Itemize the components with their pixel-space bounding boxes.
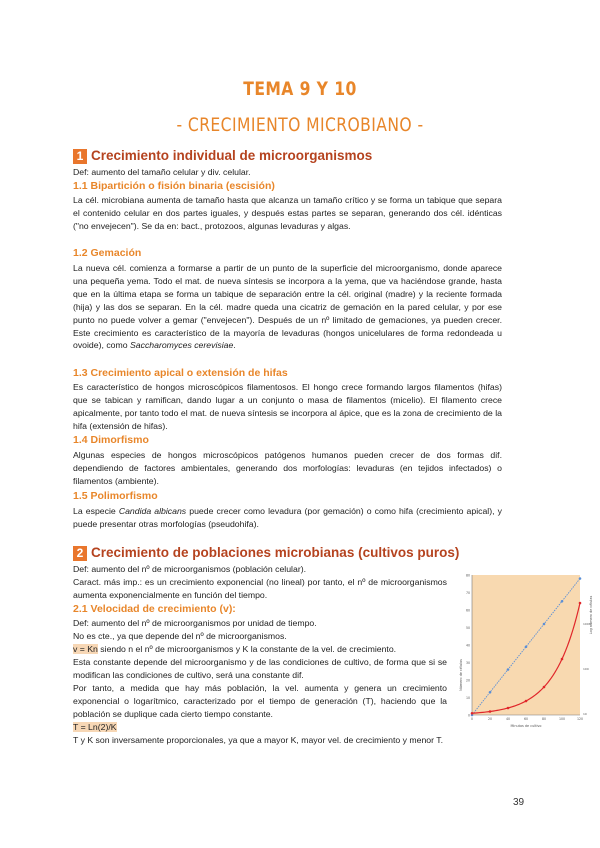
data-point	[561, 658, 564, 661]
x-tick-label: 40	[505, 717, 511, 721]
data-point	[525, 700, 528, 703]
species-name: Candida albicans	[118, 506, 187, 516]
velocity-note: No es cte., ya que depende del nº de microorganismos.	[73, 631, 287, 641]
section-number: 2	[73, 546, 87, 561]
subsection-1-2-title: 1.2 Gemación	[73, 247, 142, 259]
y-right-axis-label: Log número de células	[589, 595, 593, 635]
section-2-characteristic: Caract. más imp.: es un crecimiento exponencial (no lineal) por tanto, el nº de microorganismos aumenta exponencialmente en función del tiempo.	[73, 577, 447, 600]
y-right-tick-label: 100	[583, 667, 589, 671]
paragraph-text: La especie	[73, 506, 119, 516]
y-tick-label: 60	[465, 608, 470, 613]
data-point	[489, 710, 492, 713]
subsection-1-2-text	[73, 262, 502, 352]
subsection-1-3-title: 1.3 Crecimiento apical o extensión de hifas	[73, 367, 288, 379]
data-point	[579, 577, 582, 580]
data-point	[507, 668, 510, 671]
subsection-1-3-text: Es característico de hongos microscópicos filamentosos. El hongo crece formando largos filamentos (hifas) que se tabican y ramifican, dando lugar a un conjunto o masa de filamentos (micelio). El filamento crece apicalmente, por tanto todo el mat. de nueva síntesis se incorpora al ápice, que es la zona de crecimiento de la hifa (extensión de hifas).	[73, 382, 502, 431]
inverse-relation-paragraph: T y K son inversamente proporcionales, ya que a mayor K, mayor vel. de crecimiento y menor T.	[73, 735, 444, 745]
data-point	[543, 623, 546, 626]
velocity-definition: Def: aumento del nº de microorganismos por unidad de tiempo.	[73, 618, 317, 628]
section-1-definition: Def: aumento del tamaño celular y div. celular.	[73, 167, 251, 177]
x-tick-label: 20	[487, 717, 493, 721]
x-tick-label: 80	[541, 717, 547, 721]
chart-plot-area	[472, 575, 580, 715]
subsection-1-4-text: Algunas especies de hongos microscópicos patógenos humanos pueden crecer de dos formas dif. dependiendo de factores ambientales, generando dos morfologías: levaduras (en tejidos infectados) o filamentos (ambiente).	[73, 450, 502, 486]
section-2-heading	[73, 545, 459, 561]
subsection-1-1-text: La cél. microbiana aumenta de tamaño hasta que alcanza un tamaño crítico y se forma un tabique que separa el contenido celular en dos partes iguales, y después estas partes se separan, generando dos cél. idénticas ("no envejecen"). Se da en: bact., protozoos, algunas levaduras y algas.	[73, 195, 502, 231]
constant-paragraph: Esta constante depende del microorganismo y de las condiciones de cultivo, de forma que si se modifican las condiciones de cultivo, será una constante dif.	[73, 657, 447, 680]
page-number: 39	[513, 797, 525, 808]
y-tick-label: 50	[465, 626, 470, 630]
x-tick-label: 0	[470, 717, 474, 721]
section-number: 1	[73, 149, 87, 164]
page-title: TEMA 9 Y 10	[243, 78, 357, 100]
section-title: Crecimiento de poblaciones microbianas (cultivos puros)	[91, 545, 460, 560]
y-tick-label: 0	[467, 713, 470, 718]
exponential-paragraph: Por tanto, a medida que hay más población, la vel. aumenta y genera un crecimiento exponencial o logarítmico, caracterizado por el tiempo de generación (T), haciendo que la población se duplique cada cierto tiempo constante.	[73, 683, 447, 719]
data-point	[525, 645, 528, 648]
section-2-definition: Def: aumento del nº de microorganismos (población celular).	[73, 564, 307, 574]
formula-explanation: siendo n el nº de microorganismos y K la constante de la vel. de crecimiento.	[97, 644, 397, 654]
y-tick-label: 80	[465, 573, 470, 578]
y-tick-label: 40	[465, 643, 470, 648]
growth-chart	[458, 573, 600, 733]
species-name: Saccharomyces cerevisiae	[129, 340, 234, 351]
x-tick-label: 120	[576, 717, 584, 721]
data-point	[507, 707, 510, 710]
y-tick-label: 20	[465, 678, 470, 683]
formula-generation-time: T = Ln(2)/K	[73, 722, 117, 732]
y-right-tick-label: 1000	[583, 622, 591, 626]
x-tick-label: 100	[558, 717, 566, 721]
data-point	[561, 600, 564, 603]
y-right-tick-label: 10	[583, 712, 587, 716]
subsection-1-5-title: 1.5 Polimorfismo	[73, 490, 158, 502]
data-point	[579, 602, 582, 605]
paragraph-text-2: puede crecer como levadura (por gemación) o como hifa (crecimiento apical), y puede presentar otras morfologías (pseudohifa).	[73, 506, 502, 529]
generation-time-line	[73, 721, 117, 734]
data-point	[543, 686, 546, 689]
x-axis-label: Minutos de cultivo	[510, 724, 542, 728]
paragraph-end: .	[233, 340, 236, 351]
y-axis-label: Número de células	[459, 659, 463, 691]
formula-v-kn: v = Kn	[73, 644, 98, 654]
page-subtitle: - CRECIMIENTO MICROBIANO -	[176, 114, 424, 136]
data-point	[471, 712, 474, 715]
subsection-1-4-title: 1.4 Dimorfismo	[73, 434, 149, 446]
velocity-formula-line	[73, 643, 396, 656]
y-tick-label: 10	[465, 696, 470, 700]
y-tick-label: 70	[465, 591, 470, 595]
y-tick-label: 30	[465, 661, 470, 665]
subsection-2-1-title: 2.1 Velocidad de crecimiento (v):	[73, 603, 236, 615]
subsection-1-5-text	[73, 505, 502, 531]
section-1-heading	[73, 148, 372, 164]
section-title: Crecimiento individual de microorganismos	[91, 148, 373, 163]
subsection-1-1-title: 1.1 Bipartición o fisión binaria (escisión)	[73, 180, 275, 192]
data-point	[489, 691, 492, 694]
x-tick-label: 60	[523, 717, 529, 721]
paragraph-text: La nueva cél. comienza a formarse a partir de un punto de la superficie del microorganismo, donde aparece una pequeña yema. Todo el mat. de nueva síntesis se incorpora a la yema, que va haciéndose grande, hasta que en la última etapa se forma un tabique de separación entre la cél. original (madre) y la reciente formada (hija) y las dos se separan. En la cél. madre queda una cicatriz de gemación en la pared celular, y por ese punto no puede volver a gemar ("envejecen"). Después de un nº limitado de gemaciones, ya pueden crecer. Este crecimiento es característico de la mayoría de levaduras (hongos unicelulares de forma redondeada u ovoide), como	[73, 263, 502, 351]
